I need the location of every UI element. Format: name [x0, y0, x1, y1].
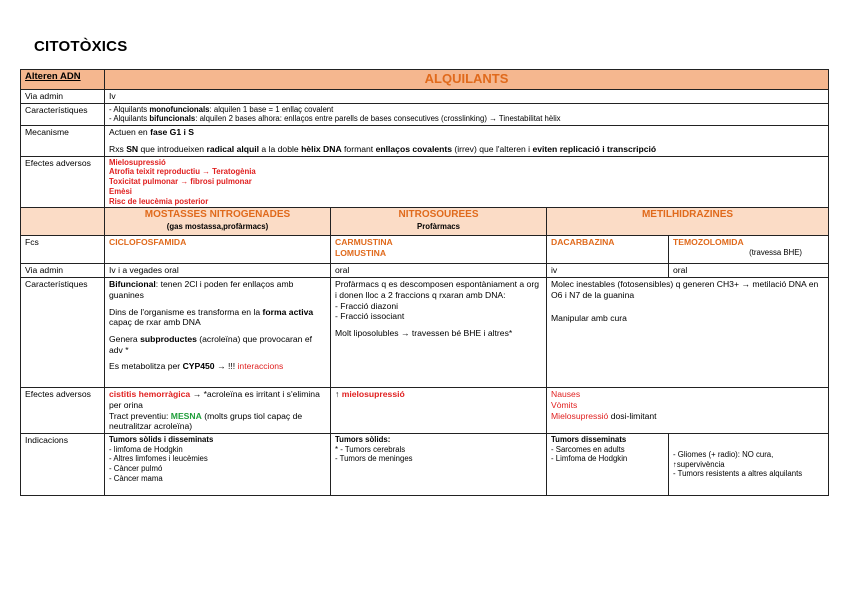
via-nitrosourees: oral: [331, 264, 547, 278]
group-header-row: [21, 208, 829, 236]
efectes-metilhidrazines: Nauses Vòmits Mielosupressió dosi-limitant: [547, 388, 829, 434]
carac-nitrosourees: Profàrmacs q es descomposen espontàniament a org i donen lloc a 2 fraccions q rxaran amb DNA: - Fracció diazoni - Fracció issociant Molt liposolubles → travessen bé BHE i altres*: [331, 278, 547, 388]
efectes-list: [105, 156, 829, 208]
via-dacarbazina: iv: [547, 264, 669, 278]
via-temozolomida: oral: [669, 264, 829, 278]
indicacions-nitrosourees: Tumors sòlids: * - Tumors cerebrals - Tumors de meninges: [331, 434, 547, 496]
ciclofosfamida: CICLOFOSFAMIDA: [105, 236, 331, 264]
row-label: Via admin: [21, 90, 105, 104]
list-item: - Tumors de meninges: [335, 454, 413, 464]
list-item: Risc de leucèmia posterior: [109, 196, 209, 206]
nitrosourees-drugs: CARMUSTINA LOMUSTINA: [331, 236, 547, 264]
caracteristiques-row: [21, 103, 829, 125]
list-item: - Altres limfomes i leucèmies: [109, 454, 208, 464]
carac-metilhidrazines: Molec inestables (fotosensibles) q generen CH3+ → metilació DNA en O6 i N7 de la guanina Manipular amb cura: [547, 278, 829, 388]
empty-cell: [21, 208, 105, 236]
via-mostasses: Iv i a vegades oral: [105, 264, 331, 278]
indicacions-row: [21, 434, 829, 496]
mecanisme-row: [21, 126, 829, 156]
via-admin-row-2: [21, 264, 829, 278]
dacarbazina: DACARBAZINA: [547, 236, 669, 264]
mostasses-header: MOSTASSES NITROGENADES (gas mostassa,profàrmacs): [105, 208, 331, 236]
list-item: - limfoma de Hodgkin: [109, 444, 183, 454]
list-item: Mielosupressió: [109, 157, 166, 167]
header-row: [21, 70, 829, 90]
row-label: Mecanisme: [21, 126, 105, 156]
citotoxics-table: [20, 69, 829, 496]
efectes-mostasses: cistitis hemorràgica → *acroleïna es irritant i s'elimina per orina Tract preventiu: MESNA (molts grups tiol capaç de neutralitzar acroleïna): [105, 388, 331, 434]
indicacions-mostasses: Tumors sòlids i disseminats - limfoma de Hodgkin - Altres limfomes i leucèmies - Càncer pulmó - Càncer mama: [105, 434, 331, 496]
row-label: Fcs: [21, 236, 105, 264]
efectes-row: [21, 156, 829, 208]
page-title: CITOTÒXICS: [34, 38, 128, 55]
nitrosourees-header: NITROSOUREES Profàrmacs: [331, 208, 547, 236]
mecanisme-value: Actuen en fase G1 i S Rxs SN que introdueixen radical alquil a la doble hèlix DNA formant enllaços covalents (irrev) que l'alteren i eviten replicació i transcripció: [105, 126, 829, 156]
list-item: - Càncer pulmó: [109, 464, 163, 474]
row-label: Efectes adversos: [21, 156, 105, 208]
list-item: Emèsi: [109, 186, 132, 196]
via-admin-value: Iv: [105, 90, 829, 104]
alquilants-header: ALQUILANTS: [105, 70, 829, 90]
temozolomida: TEMOZOLOMIDA (travessa BHE): [669, 236, 829, 264]
alteren-adn-header: Alteren ADN: [21, 70, 105, 90]
row-label: Característiques: [21, 278, 105, 388]
list-item: * - Tumors cerebrals: [335, 444, 406, 454]
list-item: - Sarcomes en adults: [551, 444, 625, 454]
via-admin-row: [21, 90, 829, 104]
row-label: Efectes adversos: [21, 388, 105, 434]
list-item: - Càncer mama: [109, 473, 163, 483]
list-item: - Limfoma de Hodgkin: [551, 454, 628, 464]
fcs-row: [21, 236, 829, 264]
efectes-row-2: [21, 388, 829, 434]
metilhidrazines-header: METILHIDRAZINES: [547, 208, 829, 236]
list-item: Atrofia teixit reproductiu → Teratogènia: [109, 167, 256, 177]
list-item: Toxicitat pulmonar → fibrosi pulmonar: [109, 177, 252, 187]
indicacions-dacarbazina: Tumors disseminats - Sarcomes en adults - Limfoma de Hodgkin: [547, 434, 669, 496]
row-label: Indicacions: [21, 434, 105, 496]
carac-mostasses: Bifuncional: tenen 2Cl i poden fer enllaços amb guanines Dins de l'organisme es transforma en la forma activa capaç de rxar amb DNA Genera subproductes (acroleïna) que provocaran ef adv * Es metabolitza per CYP450 → !!! interaccions: [105, 278, 331, 388]
efectes-nitrosourees: ↑ mielosupressió: [331, 388, 547, 434]
list-item: - Gliomes (+ radio): NO cura, ↑supervivència: [673, 449, 774, 469]
row-label: Via admin: [21, 264, 105, 278]
row-label: Característiques: [21, 103, 105, 125]
caracteristiques-value: - Alquilants monofuncionals: alquilen 1 base = 1 enllaç covalent - Alquilants bifuncionals: alquilen 2 bases alhora: enllaços entre parells de bases consecutives (crosslinking) → Tinestabilitat hèlix: [105, 103, 829, 125]
indicacions-temozolomida: [669, 434, 829, 496]
list-item: - Tumors resistents a altres alquilants: [673, 469, 803, 479]
caracteristiques-row-2: [21, 278, 829, 388]
